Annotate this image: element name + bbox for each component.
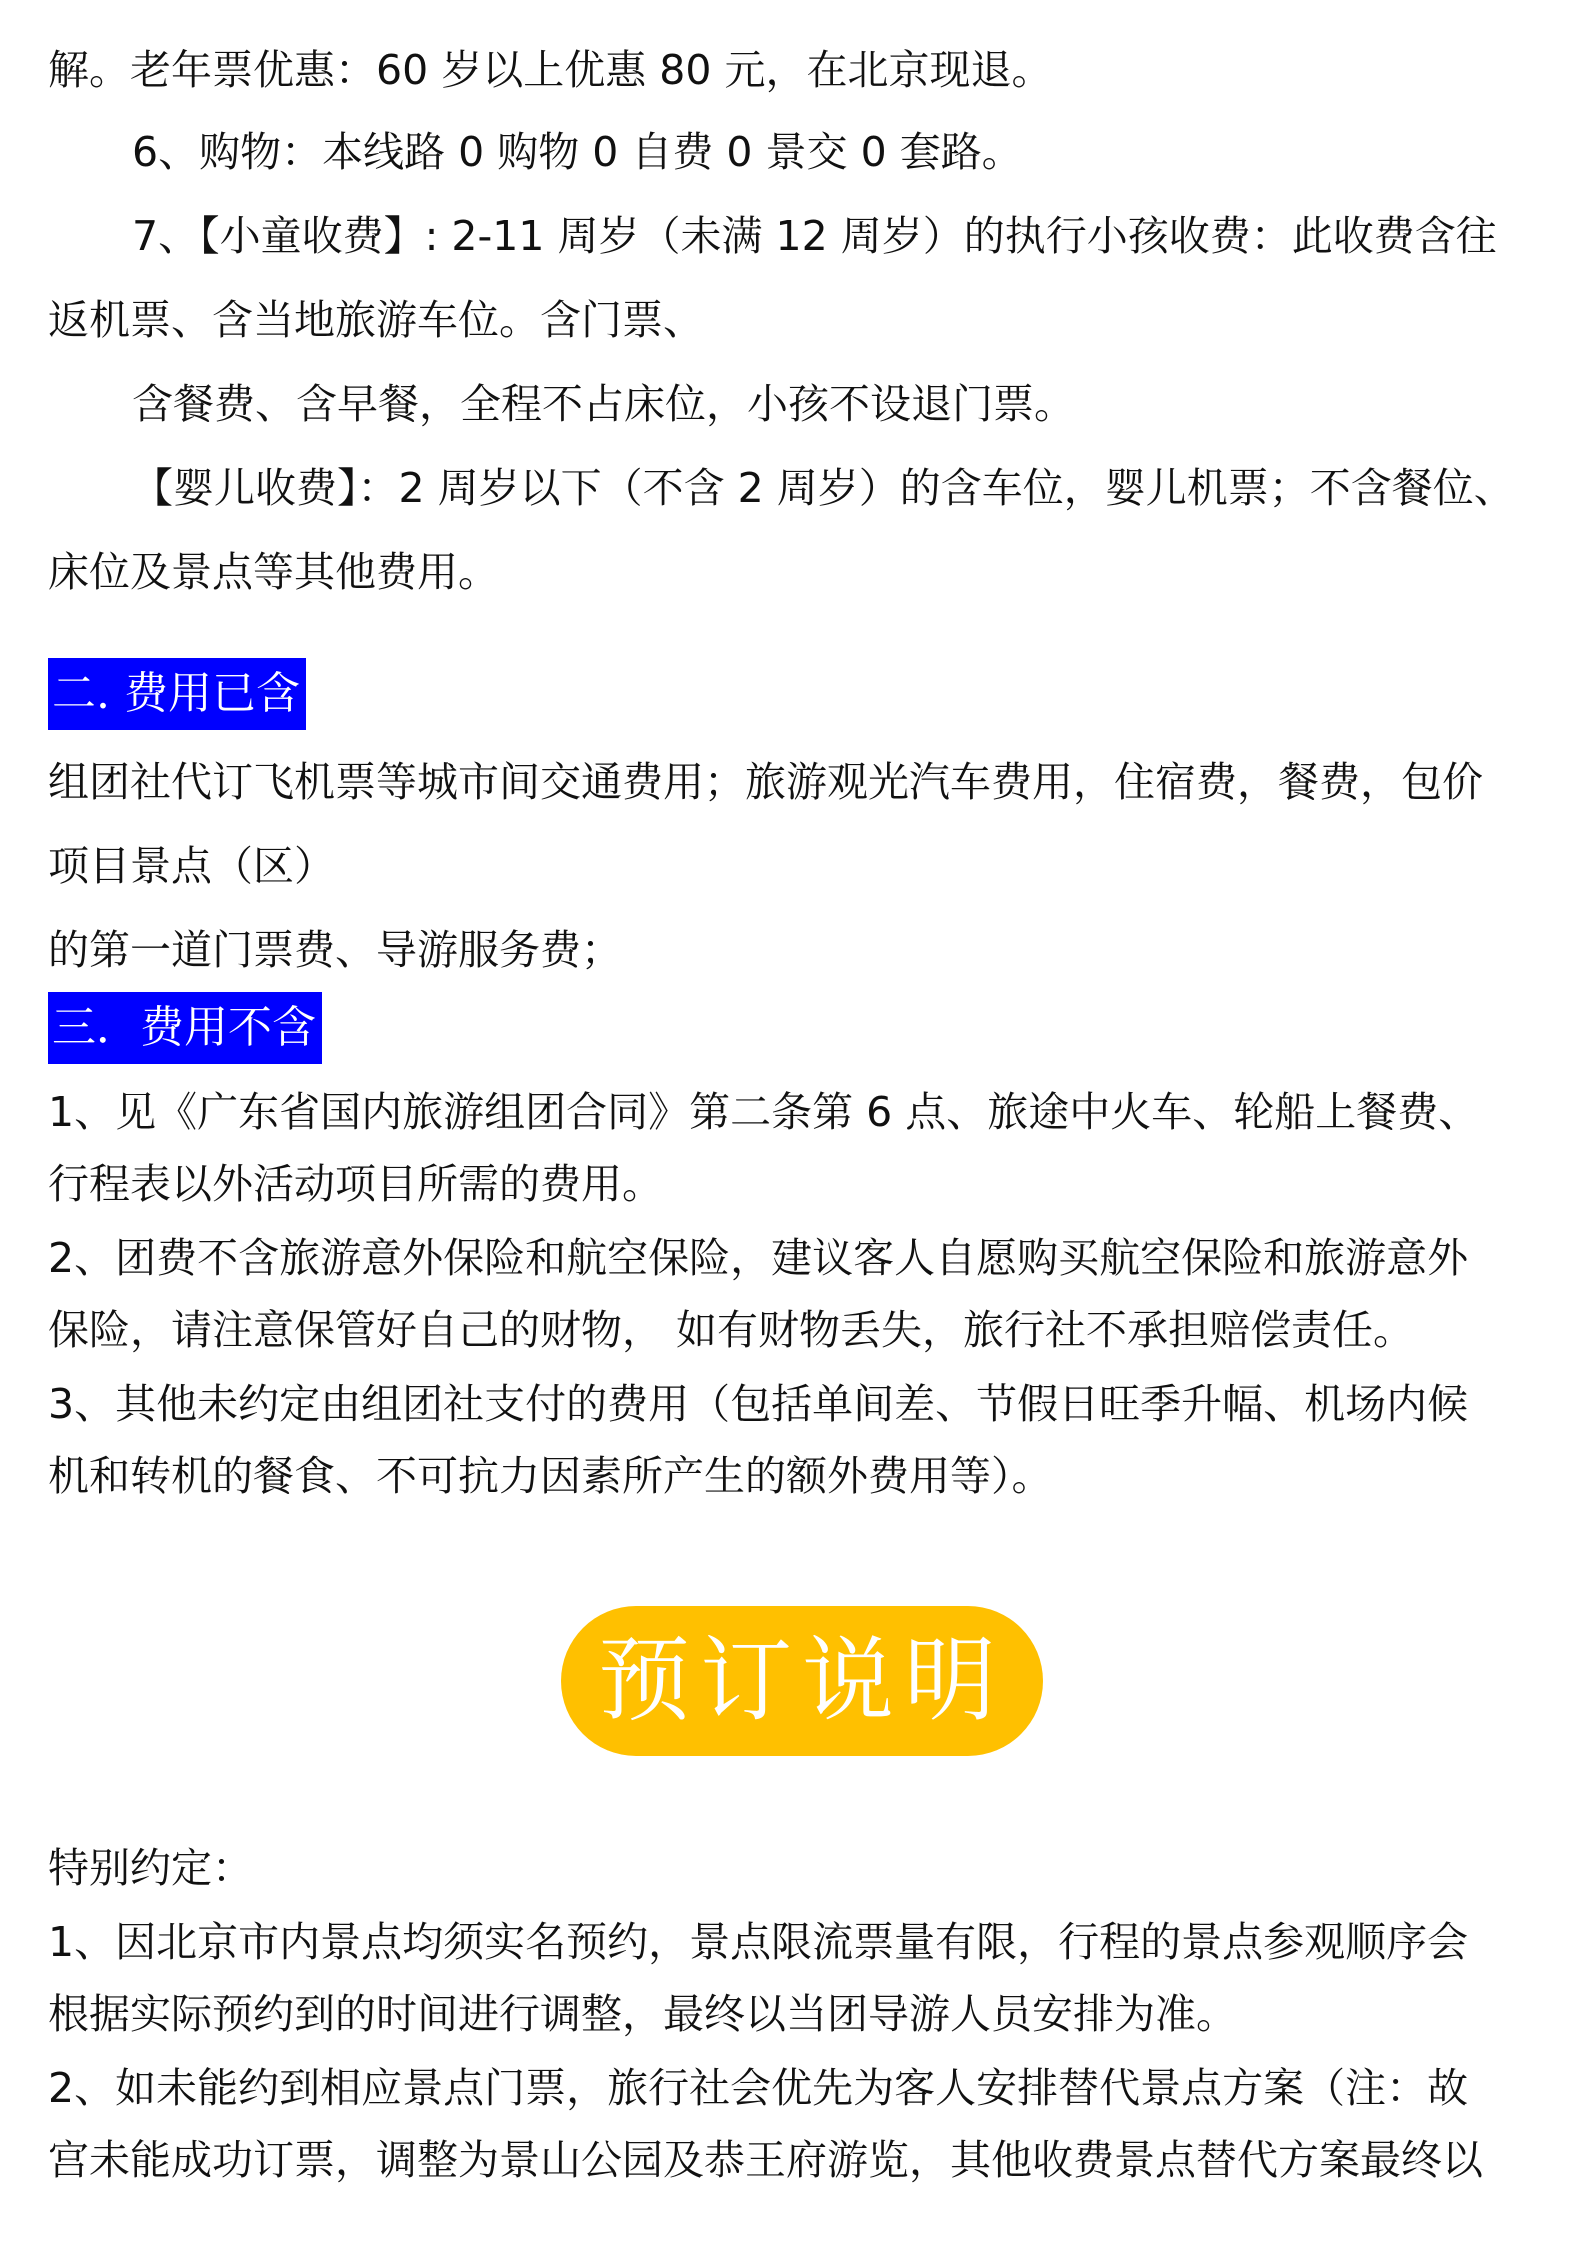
list-item: 2、团费不含旅游意外保险和航空保险，建议客人自愿购买航空保险和旅游意外 [48,1234,1469,1282]
shopping-note: 6、购物：本线路 0 购物 0 自费 0 景交 0 套路。 [132,128,1023,176]
paragraph-line: 行程表以外活动项目所需的费用。 [48,1160,663,1208]
list-item: 1、因北京市内景点均须实名预约，景点限流票量有限，行程的景点参观顺序会 [48,1918,1469,1966]
paragraph-line: 的第一道门票费、导游服务费； [48,926,622,974]
paragraph-line: 床位及景点等其他费用。 [48,548,499,596]
subtitle: 特别约定： [48,1844,253,1892]
paragraph-line: 机和转机的餐食、不可抗力因素所产生的额外费用等）。 [48,1452,1053,1500]
child-fee-note: 7、【小童收费】: 2-11 周岁（未满 12 周岁）的执行小孩收费：此收费含往 [132,212,1497,260]
paragraph-line: 含餐费、含早餐，全程不占床位，小孩不设退门票。 [132,380,1075,428]
section-heading-excluded: 三．费用不含 [48,992,322,1064]
paragraph-line: 返机票、含当地旅游车位。含门票、 [48,296,704,344]
paragraph-line: 宫未能成功订票，调整为景山公园及恭王府游览，其他收费景点替代方案最终以 [48,2136,1483,2184]
paragraph-line: 解。老年票优惠：60 岁以上优惠 80 元，在北京现退。 [48,46,1053,94]
list-item: 2、如未能约到相应景点门票，旅行社会优先为客人安排替代景点方案（注：故 [48,2064,1469,2112]
infant-fee-note: 【婴儿收费】：2 周岁以下（不含 2 周岁）的含车位，婴儿机票；不含餐位、 [132,464,1515,512]
booking-banner-title: 预订说明 [597,1627,1006,1734]
list-item: 3、其他未约定由组团社支付的费用（包括单间差、节假日旺季升幅、机场内候 [48,1380,1469,1428]
paragraph-line: 组团社代订飞机票等城市间交通费用；旅游观光汽车费用，住宿费，餐费，包价 [48,758,1483,806]
booking-banner [561,1606,1043,1756]
section-heading-included: 二. 费用已含 [48,658,306,730]
list-item: 1、见《广东省国内旅游组团合同》第二条第 6 点、旅途中火车、轮船上餐费、 [48,1088,1480,1136]
paragraph-line: 项目景点（区） [48,842,335,890]
paragraph-line: 保险，请注意保管好自己的财物， 如有财物丢失，旅行社不承担赔偿责任。 [48,1306,1415,1354]
paragraph-line: 根据实际预约到的时间进行调整，最终以当团导游人员安排为准。 [48,1990,1237,2038]
